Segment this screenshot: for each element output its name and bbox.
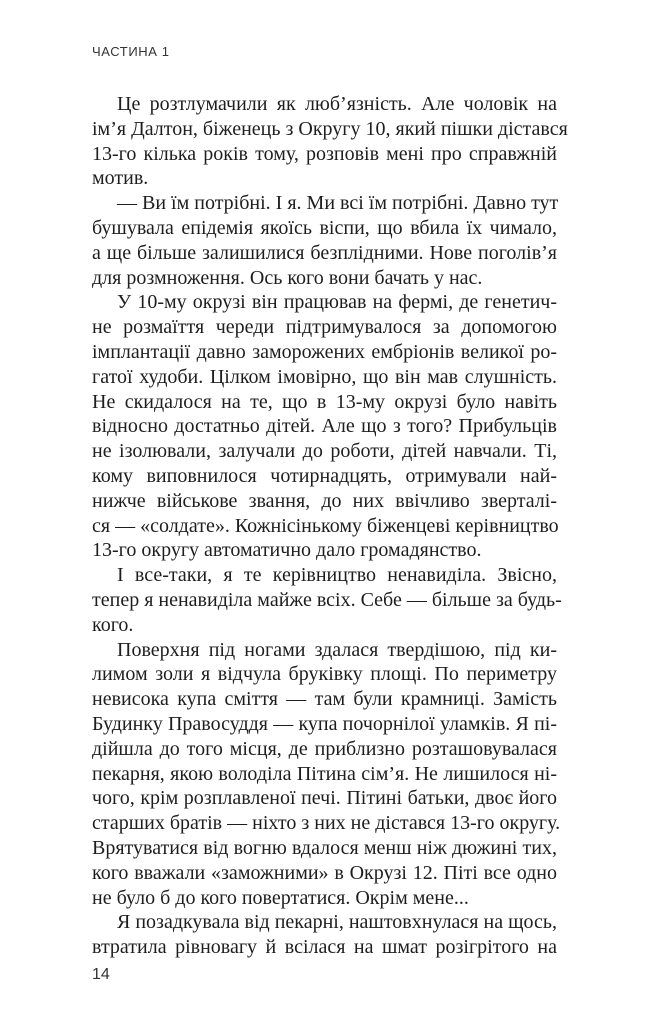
paragraph <box>92 910 557 960</box>
paragraph <box>92 290 557 563</box>
text-line: нижче військове звання, до них ввічливо зверталі- <box>92 489 557 512</box>
text-line: кому виповнилося чотирнадцять, отримували най- <box>92 464 557 487</box>
text-line: дійшла до того місця, де приблизно розташовувалася <box>92 737 557 760</box>
running-head: ЧАСТИНА 1 <box>92 44 170 59</box>
text-line: 13-го округу автоматично дало громадянство. <box>92 539 482 562</box>
text-line: чого, крім розплавленої печі. Пітині батьки, двоє його <box>92 787 557 810</box>
paragraph <box>92 92 568 191</box>
text-line: ся — «солдате». Кожнісінькому біженцеві керівництво <box>92 514 559 537</box>
text-line: — Ви їм потрібні. І я. Ми всі їм потрібні. Давно тут <box>117 192 559 215</box>
paragraph <box>92 191 557 290</box>
text-line: для розмноження. Ось кого вони бачать у нас. <box>92 266 483 289</box>
text-line: мотив. <box>92 167 149 190</box>
text-line: не було б до кого повертатися. Окрім мене... <box>92 886 469 909</box>
text-line: Не скидалося на те, що в 13-му окрузі було навіть <box>92 390 557 413</box>
text-line: ім’я Далтон, біженець з Округу 10, який пішки дістався <box>92 117 568 140</box>
text-line: пекарня, якою володіла Пітина сім’я. Не лишилося ні- <box>92 762 557 785</box>
text-line: а ще більше залишилися безплідними. Нове поголів’я <box>92 241 557 264</box>
text-line: У 10-му окрузі він працював на фермі, де генетич- <box>117 291 557 314</box>
text-line: Будинку Правосуддя — купа почорнілої уламків. Я пі- <box>92 712 557 735</box>
text-line: кого. <box>92 613 134 636</box>
text-line: І все-таки, я те керівництво ненавиділа. Звісно, <box>117 564 557 587</box>
text-line: не розмаїття череди підтримувалося за допомогою <box>92 316 557 339</box>
text-line: бушувала епідемія якоїсь віспи, що вбила їх чимало, <box>92 216 557 239</box>
text-line: не ізолювали, залучали до роботи, дітей навчали. Ті, <box>92 440 557 463</box>
text-line: кого вважали «заможними» в Окрузі 12. Піті все одно <box>92 861 557 884</box>
text-line: лимом золи я відчула бруківку площі. По периметру <box>92 663 557 686</box>
paragraph <box>92 563 562 637</box>
text-line: Я позадкувала від пекарні, наштовхнулася на щось, <box>117 911 557 934</box>
text-line: гатої худоби. Цілком імовірно, що він мав слушність. <box>92 365 557 388</box>
body-text <box>92 92 568 960</box>
page-number: 14 <box>92 966 110 983</box>
text-line: втратила рівновагу й всілася на шмат розігрітого на <box>92 936 557 959</box>
paragraph <box>92 638 561 911</box>
text-line: Це розтлумачили як люб’язність. Але чоловік на <box>117 93 557 115</box>
text-line: Поверхня під ногами здалася твердішою, під ки- <box>117 638 557 661</box>
text-line: Врятуватися від вогню вдалося менш ніж дюжині тих, <box>92 836 557 859</box>
text-line: імплантації давно заморожених ембріонів великої ро- <box>92 340 557 363</box>
text-line: відносно достатньо дітей. Але що з того? Прибульців <box>92 415 557 438</box>
text-line: старших братів — ніхто з них не дістався 13-го округу. <box>92 812 561 835</box>
text-line: невисока купа сміття — там були крамниці. Замість <box>92 688 557 711</box>
text-line: 13-го кілька років тому, розповів мені про справжній <box>92 142 557 165</box>
text-line: тепер я ненавиділа майже всіх. Себе — більше за будь- <box>92 588 562 611</box>
